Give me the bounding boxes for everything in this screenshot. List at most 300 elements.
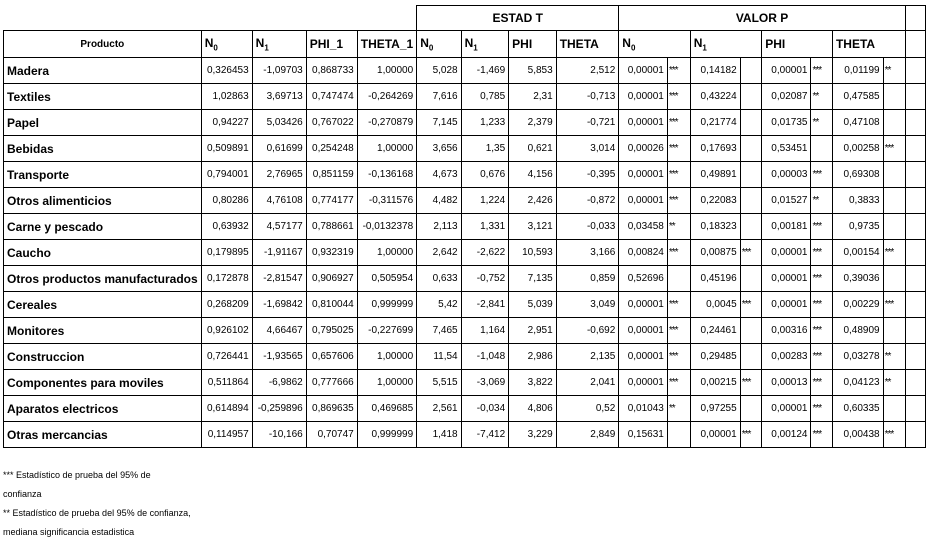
cell-t-theta: 2,849 [556,422,619,448]
signif-p-n0: *** [667,162,690,188]
cell-t-n0: 2,561 [417,396,461,422]
cell-theta-1: 0,505954 [357,266,416,292]
cell-phi-1: 0,767022 [306,110,357,136]
cell-t-theta: -0,395 [556,162,619,188]
cell-n0: 0,179895 [201,240,252,266]
cell-t-n0: 7,616 [417,84,461,110]
cell-t-n0: 5,515 [417,370,461,396]
cell-p-n0: 0,00824 [619,240,668,266]
signif-p-n1: *** [740,292,762,318]
cell-t-phi: 10,593 [509,240,557,266]
cell-p-theta: 0,3833 [832,188,883,214]
cell-n0: 0,172878 [201,266,252,292]
header-t-phi: PHI [509,31,557,58]
cell-phi-1: 0,788661 [306,214,357,240]
cell-t-n0: 2,642 [417,240,461,266]
footnote-two-stars: ** Estadístico de prueba del 95% de confianza, [3,508,191,518]
row-extra-cell [905,396,925,422]
product-name: Carne y pescado [4,214,202,240]
cell-p-n1: 0,0045 [690,292,740,318]
signif-p-n0 [667,422,690,448]
cell-p-n0: 0,00001 [619,84,668,110]
cell-t-n0: 3,656 [417,136,461,162]
cell-p-n1: 0,43224 [690,84,740,110]
header-t-n0: $N_0$ [417,31,461,58]
cell-t-n1: 1,233 [461,110,509,136]
cell-p-theta: 0,48909 [832,318,883,344]
cell-n1: 4,76108 [252,188,306,214]
signif-p-theta [883,84,905,110]
cell-phi-1: 0,747474 [306,84,357,110]
cell-p-phi: 0,00001 [762,58,811,84]
table-row [4,188,926,214]
table-row [4,58,926,84]
cell-t-theta: 2,135 [556,344,619,370]
cell-t-n0: 1,418 [417,422,461,448]
cell-t-phi: 5,853 [509,58,557,84]
cell-n0: 0,268209 [201,292,252,318]
cell-p-phi: 0,00001 [762,240,811,266]
signif-p-n0: ** [667,396,690,422]
cell-p-theta: 0,69308 [832,162,883,188]
cell-theta-1: -0,136168 [357,162,416,188]
table-row [4,136,926,162]
cell-t-phi: 2,379 [509,110,557,136]
table-row [4,318,926,344]
product-name: Aparatos electricos [4,396,202,422]
table-row [4,240,926,266]
signif-p-n0: *** [667,110,690,136]
cell-t-theta: -0,713 [556,84,619,110]
cell-p-n0: 0,00001 [619,110,668,136]
footnote-three-stars: *** Estadístico de prueba del 95% de [3,470,151,480]
signif-p-phi: ** [811,188,833,214]
cell-t-theta: 0,859 [556,266,619,292]
row-extra-cell [905,84,925,110]
signif-p-theta [883,396,905,422]
signif-p-n0: *** [667,188,690,214]
cell-phi-1: 0,777666 [306,370,357,396]
cell-n1: 4,57177 [252,214,306,240]
product-name: Cereales [4,292,202,318]
cell-t-n1: 1,35 [461,136,509,162]
column-header-row [4,31,926,58]
cell-theta-1: 1,00000 [357,136,416,162]
cell-t-n1: -2,622 [461,240,509,266]
signif-p-n0 [667,266,690,292]
signif-p-n1: *** [740,240,762,266]
cell-p-phi: 0,00283 [762,344,811,370]
signif-p-phi: *** [811,240,833,266]
signif-p-theta [883,162,905,188]
cell-p-n1: 0,22083 [690,188,740,214]
row-extra-cell [905,422,925,448]
cell-p-n1: 0,45196 [690,266,740,292]
signif-p-n1: *** [740,422,762,448]
cell-p-phi: 0,00001 [762,292,811,318]
blank-corner [4,6,417,31]
cell-phi-1: 0,657606 [306,344,357,370]
cell-t-n1: -3,069 [461,370,509,396]
cell-t-n0: 4,673 [417,162,461,188]
cell-phi-1: 0,906927 [306,266,357,292]
cell-p-n0: 0,00001 [619,292,668,318]
signif-p-theta: ** [883,58,905,84]
product-name: Transporte [4,162,202,188]
row-extra-cell [905,110,925,136]
table-row [4,422,926,448]
cell-theta-1: 0,469685 [357,396,416,422]
cell-p-phi: 0,53451 [762,136,811,162]
signif-p-n0: *** [667,292,690,318]
cell-t-phi: 7,135 [509,266,557,292]
cell-t-phi: 3,229 [509,422,557,448]
cell-p-phi: 0,00013 [762,370,811,396]
cell-n1: -1,09703 [252,58,306,84]
cell-t-phi: 2,951 [509,318,557,344]
row-extra-cell [905,162,925,188]
row-extra-cell [905,318,925,344]
cell-n1: 3,69713 [252,84,306,110]
row-extra-cell [905,58,925,84]
product-name: Componentes para moviles [4,370,202,396]
footnote-three-stars-cont: confianza [3,489,42,499]
row-extra-cell [905,240,925,266]
cell-p-theta: 0,47108 [832,110,883,136]
cell-p-theta: 0,9735 [832,214,883,240]
table-row [4,266,926,292]
cell-t-phi: 2,986 [509,344,557,370]
cell-n0: 0,614894 [201,396,252,422]
product-name: Otros productos manufacturados [4,266,202,292]
signif-p-phi: *** [811,162,833,188]
results-table-container [3,5,926,448]
cell-n0: 0,511864 [201,370,252,396]
group-extra-cell [905,6,925,31]
signif-p-n1 [740,136,762,162]
signif-p-phi: *** [811,422,833,448]
cell-n1: -10,166 [252,422,306,448]
cell-phi-1: 0,70747 [306,422,357,448]
cell-t-n1: -7,412 [461,422,509,448]
row-extra-cell [905,188,925,214]
cell-n0: 0,326453 [201,58,252,84]
signif-p-phi: *** [811,214,833,240]
cell-n1: 0,61699 [252,136,306,162]
table-row [4,344,926,370]
cell-p-n0: 0,52696 [619,266,668,292]
signif-p-phi: ** [811,110,833,136]
cell-p-n0: 0,03458 [619,214,668,240]
product-name: Otros alimenticios [4,188,202,214]
signif-p-theta: *** [883,240,905,266]
signif-p-n1 [740,396,762,422]
signif-p-n0: *** [667,136,690,162]
cell-n0: 0,726441 [201,344,252,370]
cell-t-n0: 4,482 [417,188,461,214]
signif-p-n0: ** [667,214,690,240]
signif-p-theta: *** [883,136,905,162]
cell-p-n1: 0,49891 [690,162,740,188]
signif-p-theta [883,110,905,136]
cell-p-phi: 0,01735 [762,110,811,136]
cell-phi-1: 0,851159 [306,162,357,188]
signif-p-n0: *** [667,370,690,396]
cell-t-theta: -0,872 [556,188,619,214]
product-name: Otras mercancias [4,422,202,448]
cell-theta-1: -0,264269 [357,84,416,110]
cell-phi-1: 0,810044 [306,292,357,318]
cell-t-n1: 0,676 [461,162,509,188]
product-name: Construccion [4,344,202,370]
signif-p-n0: *** [667,318,690,344]
cell-t-n0: 2,113 [417,214,461,240]
cell-p-n1: 0,18323 [690,214,740,240]
cell-p-theta: 0,00258 [832,136,883,162]
cell-phi-1: 0,254248 [306,136,357,162]
cell-p-n1: 0,29485 [690,344,740,370]
cell-theta-1: 0,999999 [357,292,416,318]
table-row [4,214,926,240]
row-extra-cell [905,344,925,370]
cell-t-n1: -1,469 [461,58,509,84]
cell-p-theta: 0,00438 [832,422,883,448]
group-estad-t: ESTAD T [417,6,619,31]
cell-p-theta: 0,60335 [832,396,883,422]
header-theta-1: THETA_1 [357,31,416,58]
cell-p-phi: 0,00001 [762,396,811,422]
signif-p-theta [883,214,905,240]
cell-n1: 4,66467 [252,318,306,344]
signif-p-n0: *** [667,84,690,110]
cell-n0: 0,94227 [201,110,252,136]
signif-p-phi: *** [811,292,833,318]
signif-p-n1 [740,188,762,214]
cell-t-n1: 0,785 [461,84,509,110]
cell-p-theta: 0,01199 [832,58,883,84]
signif-p-n0: *** [667,58,690,84]
cell-n0: 0,926102 [201,318,252,344]
cell-n0: 1,02863 [201,84,252,110]
signif-p-theta: ** [883,344,905,370]
table-row [4,110,926,136]
signif-p-n1 [740,162,762,188]
cell-p-n0: 0,15631 [619,422,668,448]
cell-phi-1: 0,869635 [306,396,357,422]
signif-p-theta [883,266,905,292]
signif-p-phi [811,136,833,162]
cell-theta-1: 1,00000 [357,58,416,84]
cell-t-theta: 0,52 [556,396,619,422]
cell-p-theta: 0,39036 [832,266,883,292]
group-valor-p: VALOR P [619,6,905,31]
group-header-row [4,6,926,31]
cell-t-n1: 1,331 [461,214,509,240]
cell-phi-1: 0,774177 [306,188,357,214]
cell-p-n0: 0,00001 [619,344,668,370]
cell-t-n0: 7,145 [417,110,461,136]
cell-p-theta: 0,00229 [832,292,883,318]
cell-p-theta: 0,00154 [832,240,883,266]
cell-p-phi: 0,00124 [762,422,811,448]
header-p-phi: PHI [762,31,833,58]
cell-p-n1: 0,00875 [690,240,740,266]
footnote-two-stars-cont: mediana significancia estadistica [3,527,135,537]
cell-n1: -1,93565 [252,344,306,370]
cell-t-phi: 3,121 [509,214,557,240]
cell-t-phi: 5,039 [509,292,557,318]
cell-theta-1: -0,311576 [357,188,416,214]
cell-t-phi: 3,822 [509,370,557,396]
cell-t-n1: -2,841 [461,292,509,318]
cell-t-n1: -1,048 [461,344,509,370]
cell-t-theta: 2,512 [556,58,619,84]
header-extra-cell [905,31,925,58]
table-row [4,162,926,188]
table-row [4,292,926,318]
cell-n0: 0,114957 [201,422,252,448]
row-extra-cell [905,136,925,162]
cell-theta-1: 1,00000 [357,240,416,266]
cell-t-theta: 3,014 [556,136,619,162]
signif-p-n0: *** [667,240,690,266]
signif-p-phi: *** [811,396,833,422]
cell-theta-1: 1,00000 [357,344,416,370]
header-producto: Producto [4,31,202,58]
cell-phi-1: 0,795025 [306,318,357,344]
product-name: Caucho [4,240,202,266]
cell-p-n0: 0,00001 [619,188,668,214]
table-row [4,396,926,422]
cell-t-phi: 2,426 [509,188,557,214]
signif-p-n1 [740,58,762,84]
signif-p-theta: ** [883,370,905,396]
cell-p-n1: 0,00215 [690,370,740,396]
cell-p-theta: 0,04123 [832,370,883,396]
cell-p-phi: 0,00316 [762,318,811,344]
results-table [3,5,926,448]
header-n0: $N_0$ [201,31,252,58]
table-row [4,84,926,110]
cell-n1: -2,81547 [252,266,306,292]
product-name: Bebidas [4,136,202,162]
cell-p-n0: 0,00001 [619,162,668,188]
row-extra-cell [905,370,925,396]
cell-t-n1: -0,034 [461,396,509,422]
signif-p-n1 [740,266,762,292]
row-extra-cell [905,266,925,292]
cell-n0: 0,509891 [201,136,252,162]
cell-n1: -1,69842 [252,292,306,318]
cell-t-theta: -0,033 [556,214,619,240]
cell-p-theta: 0,47585 [832,84,883,110]
product-name: Papel [4,110,202,136]
cell-n1: -6,9862 [252,370,306,396]
cell-t-n1: -0,752 [461,266,509,292]
signif-p-n1: *** [740,370,762,396]
cell-p-phi: 0,00003 [762,162,811,188]
signif-p-theta: *** [883,422,905,448]
cell-t-n1: 1,224 [461,188,509,214]
signif-p-n1 [740,214,762,240]
signif-p-phi: *** [811,344,833,370]
cell-p-phi: 0,01527 [762,188,811,214]
cell-t-n0: 7,465 [417,318,461,344]
cell-t-n0: 0,633 [417,266,461,292]
cell-p-n0: 0,00026 [619,136,668,162]
header-p-n1: $N_1$ [690,31,761,58]
cell-p-n1: 0,14182 [690,58,740,84]
cell-n1: 5,03426 [252,110,306,136]
cell-p-n0: 0,01043 [619,396,668,422]
row-extra-cell [905,214,925,240]
cell-p-n1: 0,21774 [690,110,740,136]
cell-t-n0: 11,54 [417,344,461,370]
cell-t-n1: 1,164 [461,318,509,344]
header-p-n0: $N_0$ [619,31,690,58]
signif-p-phi: *** [811,318,833,344]
signif-p-n1 [740,84,762,110]
cell-p-phi: 0,02087 [762,84,811,110]
product-name: Monitores [4,318,202,344]
cell-t-theta: 3,166 [556,240,619,266]
cell-theta-1: 0,999999 [357,422,416,448]
signif-p-theta: *** [883,292,905,318]
cell-theta-1: -0,270879 [357,110,416,136]
cell-t-theta: -0,721 [556,110,619,136]
signif-p-phi: *** [811,370,833,396]
cell-n0: 0,63932 [201,214,252,240]
cell-t-theta: 3,049 [556,292,619,318]
cell-theta-1: -0,227699 [357,318,416,344]
footnotes [3,466,191,542]
product-name: Textiles [4,84,202,110]
cell-t-phi: 0,621 [509,136,557,162]
header-t-n1: $N_1$ [461,31,509,58]
header-phi-1: PHI_1 [306,31,357,58]
signif-p-n0: *** [667,344,690,370]
table-row [4,370,926,396]
cell-t-n0: 5,42 [417,292,461,318]
header-n1: $N_1$ [252,31,306,58]
header-t-theta: THETA [556,31,619,58]
cell-p-phi: 0,00181 [762,214,811,240]
cell-t-phi: 4,156 [509,162,557,188]
cell-n1: -0,259896 [252,396,306,422]
cell-theta-1: 1,00000 [357,370,416,396]
cell-t-phi: 4,806 [509,396,557,422]
cell-p-n0: 0,00001 [619,318,668,344]
cell-t-theta: -0,692 [556,318,619,344]
cell-phi-1: 0,932319 [306,240,357,266]
signif-p-theta [883,318,905,344]
signif-p-phi: *** [811,266,833,292]
signif-p-theta [883,188,905,214]
cell-t-n0: 5,028 [417,58,461,84]
signif-p-n1 [740,344,762,370]
cell-p-n1: 0,17693 [690,136,740,162]
cell-p-n1: 0,24461 [690,318,740,344]
cell-t-phi: 2,31 [509,84,557,110]
cell-n0: 0,80286 [201,188,252,214]
signif-p-n1 [740,318,762,344]
signif-p-phi: ** [811,84,833,110]
signif-p-phi: *** [811,58,833,84]
header-p-theta: THETA [832,31,905,58]
cell-p-n1: 0,97255 [690,396,740,422]
cell-t-theta: 2,041 [556,370,619,396]
cell-p-n0: 0,00001 [619,58,668,84]
